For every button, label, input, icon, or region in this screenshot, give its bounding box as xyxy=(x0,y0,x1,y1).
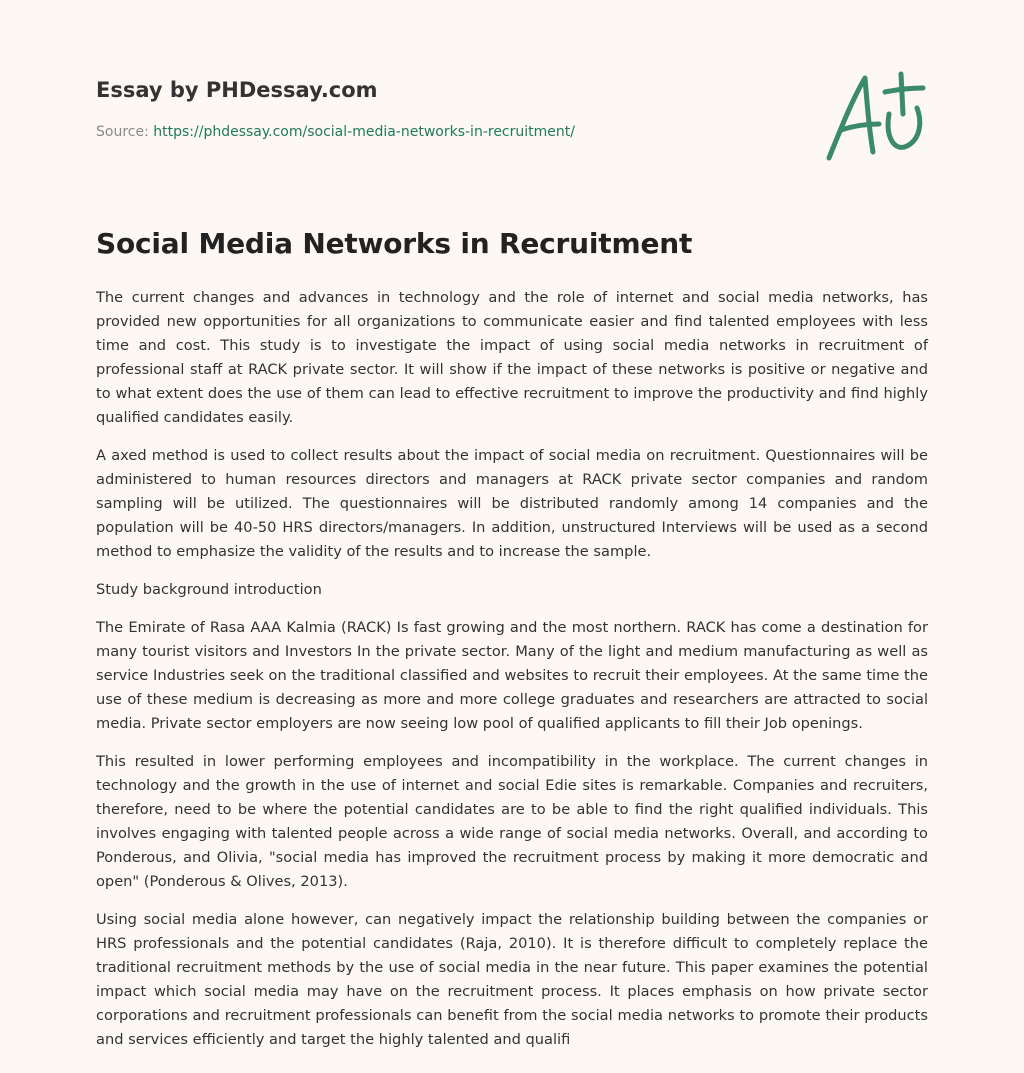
paragraph: The Emirate of Rasa AAA Kalmia (RACK) Is fast growing and the most northern. RACK has come a destination for many tourist visitors and Investors In the private sector. Many of the light and medium manufacturing as well as service Industries seek on the traditional classified and websites to recruit their employees. At the same time the use of these medium is decreasing as more and more college graduates and researchers are attracted to social media. Private sector employers are now seeing low pool of qualified applicants to fill their Job openings. xyxy=(96,619,928,732)
section-subheading: Study background introduction xyxy=(96,581,322,598)
site-title: Essay by PHDessay.com xyxy=(96,78,378,102)
source-link[interactable]: https://phdessay.com/social-media-networks-in-recruitment/ xyxy=(153,124,575,140)
paragraph: The current changes and advances in technology and the role of internet and social media networks, has provided new opportunities for all organizations to communicate easier and find talented employees with less time and cost. This study is to investigate the impact of using social media networks in recruitment of professional staff at RACK private sector. It will show if the impact of these networks is positive or negative and to what extent does the use of them can lead to effective recruitment to improve the productivity and find highly qualified candidates easily. xyxy=(96,289,928,426)
page-header xyxy=(96,0,928,200)
source-label: Source: xyxy=(96,124,149,140)
a-plus-logo-icon xyxy=(823,68,928,168)
paragraph: This resulted in lower performing employees and incompatibility in the workplace. The current changes in technology and the growth in the use of internet and social Edie sites is remarkable. Companies and recruiters, therefore, need to be where the potential candidates are to be able to find the right qualified individuals. This involves engaging with talented people across a wide range of social media networks. Overall, and according to Ponderous, and Olivia, "social media has improved the recruitment process by making it more democratic and open" (Ponderous & Olives, 2013). xyxy=(96,753,928,890)
essay-title: Social Media Networks in Recruitment xyxy=(96,227,693,260)
paragraph: A axed method is used to collect results about the impact of social media on recruitment. Questionnaires will be administered to human resources directors and managers at RACK private sector companies and random sampling will be utilized. The questionnaires will be distributed randomly among 14 companies and the population will be 40-50 HRS directors/managers. In addition, unstructured Interviews will be used as a second method to emphasize the validity of the results and to increase the sample. xyxy=(96,447,928,560)
essay-body xyxy=(96,286,928,1066)
source-line xyxy=(96,124,575,140)
essay-page xyxy=(96,0,928,1048)
paragraph: Using social media alone however, can negatively impact the relationship building between the companies or HRS professionals and the potential candidates (Raja, 2010). It is therefore difficult to completely replace the traditional recruitment methods by the use of social media in the near future. This paper examines the potential impact which social media may have on the recruitment process. It places emphasis on how private sector corporations and recruitment professionals can benefit from the social media networks to promote their products and services efficiently and target the highly talented and qualifi xyxy=(96,911,928,1048)
